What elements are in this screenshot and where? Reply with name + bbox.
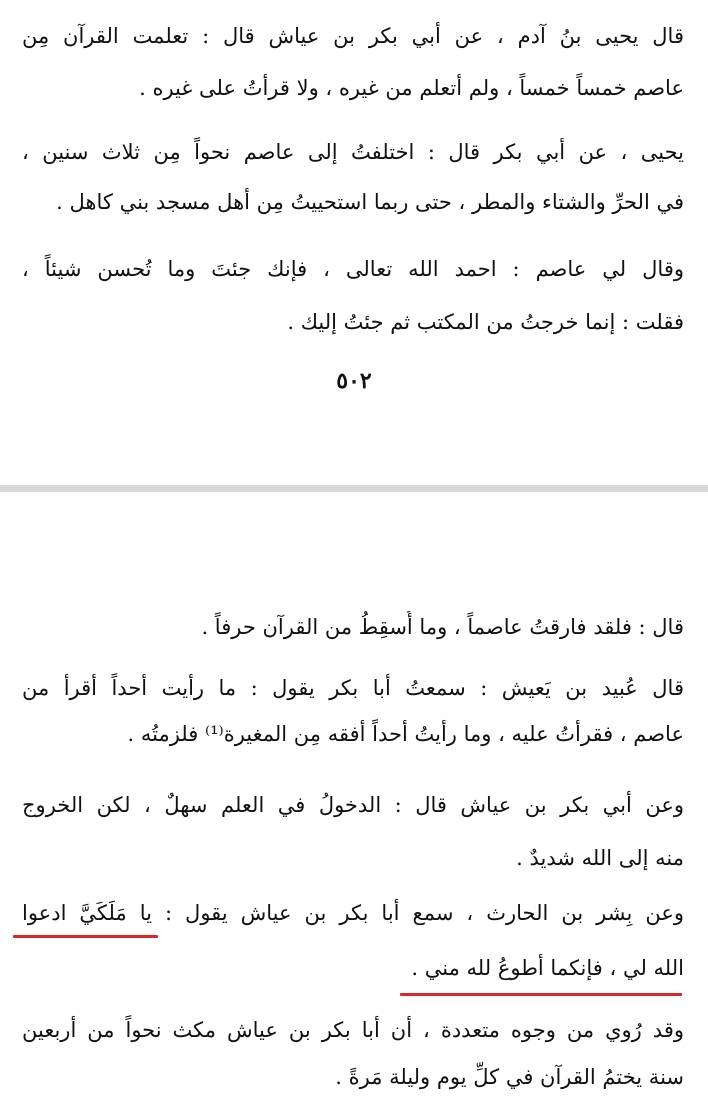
text-line: قال : فلقد فارقتُ عاصماً ، وما أُسقِطُ من القرآن حرفاً . (201, 615, 684, 639)
text-line: وقد رُوي من وجوه متعددة ، أن أبا بكر بن عياش مكث نحواً من أربعين (22, 1018, 684, 1042)
red-underline (400, 993, 682, 996)
text-line: في الحرِّ والشتاء والمطر ، حتى ربما استحييتُ مِن أهل مسجد بني كاهل . (56, 190, 684, 214)
red-underline (13, 935, 158, 938)
bottom-page (0, 492, 708, 1114)
text-line: الله لي ، فإنكما أطوعُ لله مني . (411, 956, 684, 980)
text-line: قال يحيى بنُ آدم ، عن أبي بكر بن عياش قال : تعلمت القرآن مِن (22, 24, 684, 48)
page-number: ٥٠٢ (336, 368, 372, 394)
text-line: وعن بِشر بن الحارث ، سمع أبا بكر بن عياش يقول : يا مَلَكَيَّ ادعوا (22, 901, 684, 925)
text-line: فقلت : إنما خرجتُ من المكتب ثم جئتُ إليك . (287, 310, 684, 334)
text-line: سنة يختمُ القرآن في كلِّ يوم وليلة مَرةً . (335, 1065, 684, 1089)
text-line: وعن أبي بكر بن عياش قال : الدخولُ في العلم سهلٌ ، لكن الخروج (22, 793, 684, 817)
text-line: منه إلى الله شديدٌ . (516, 846, 684, 870)
text-line: قال عُبيد بن يَعيش : سمعتُ أبا بكر يقول : ما رأيت أحداً أقرأ من (22, 676, 684, 700)
text-line: وقال لي عاصم : احمد الله تعالى ، فإنك جئتَ وما تُحسن شيئاً ، (22, 257, 684, 281)
text-line: عاصم خمساً خمساً ، ولم أتعلم من غيره ، ولا قرأتُ على غيره . (139, 76, 684, 100)
text-line: عاصم ، فقرأتُ عليه ، وما رأيتُ أحداً أفقه مِن المغيرة⁽¹⁾ فلزمتُه . (127, 722, 684, 746)
page-divider (0, 485, 708, 492)
top-page (0, 0, 708, 485)
text-line: يحيى ، عن أبي بكر قال : اختلفتُ إلى عاصم نحواً مِن ثلاث سنين ، (22, 140, 684, 164)
